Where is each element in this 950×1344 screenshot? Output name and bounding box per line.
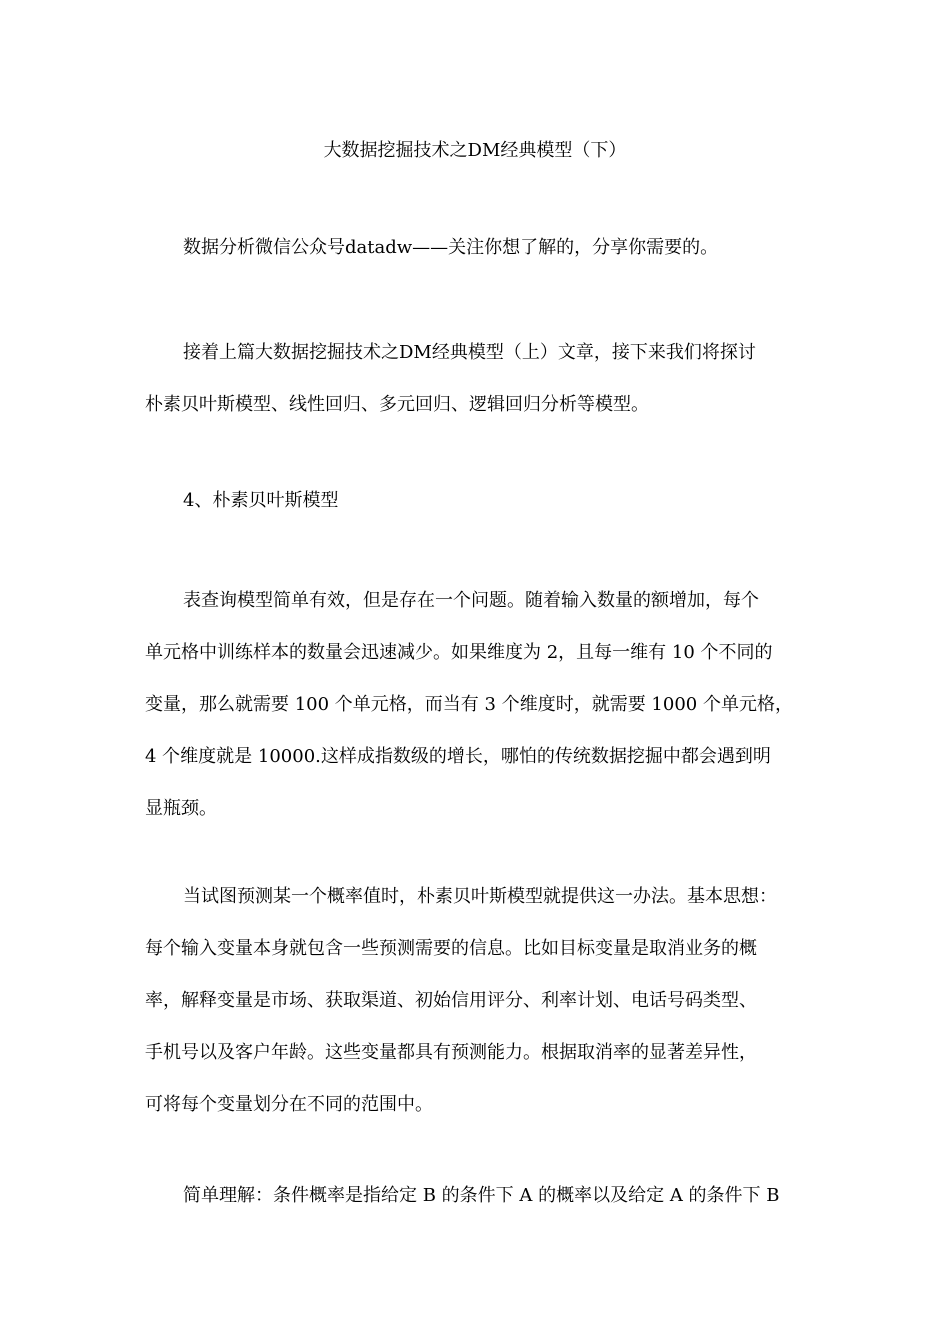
paragraph-line: 简单理解：条件概率是指给定 B 的条件下 A 的概率以及给定 A 的条件下 B: [183, 1185, 780, 1206]
paragraph-line: 接着上篇大数据挖掘技术之DM经典模型（上）文章，接下来我们将探讨: [183, 342, 756, 363]
paragraph-line: 变量，那么就需要 100 个单元格，而当有 3 个维度时，就需要 1000 个单元格，: [145, 694, 793, 715]
section-heading-text: 4、朴素贝叶斯模型: [183, 490, 339, 511]
paragraph-naive-bayes: [145, 871, 811, 1131]
paragraph-line: 表查询模型简单有效，但是存在一个问题。随着输入数量的额增加，每个: [183, 590, 759, 611]
paragraph-line: 单元格中训练样本的数量会迅速减少。如果维度为 2，且每一维有 10 个不同的: [145, 642, 773, 663]
paragraph-line: 朴素贝叶斯模型、线性回归、多元回归、逻辑回归分析等模型。: [145, 394, 649, 415]
paragraph-intro: [145, 222, 811, 274]
section-heading: [145, 475, 811, 527]
paragraph-line: 可将每个变量划分在不同的范围中。: [145, 1094, 433, 1115]
paragraph-line: 当试图预测某一个概率值时，朴素贝叶斯模型就提供这一办法。基本思想：: [183, 886, 777, 907]
paragraph-line: 显瓶颈。: [145, 798, 217, 819]
paragraph-line: 率，解释变量是市场、获取渠道、初始信用评分、利率计划、电话号码类型、: [145, 990, 757, 1011]
paragraph-line: 数据分析微信公众号datadw——关注你想了解的，分享你需要的。: [183, 237, 719, 258]
paragraph-overview: [145, 327, 811, 431]
paragraph-line: 4 个维度就是 10000.这样成指数级的增长，哪怕的传统数据挖掘中都会遇到明: [145, 746, 771, 767]
paragraph-line: 每个输入变量本身就包含一些预测需要的信息。比如目标变量是取消业务的概: [145, 938, 757, 959]
paragraph-conditional-probability: [145, 1170, 811, 1222]
document-title: 大数据挖掘技术之DM经典模型（下）: [323, 140, 627, 161]
paragraph-line: 手机号以及客户年龄。这些变量都具有预测能力。根据取消率的显著差异性，: [145, 1042, 757, 1063]
paragraph-table-lookup: [145, 575, 811, 835]
